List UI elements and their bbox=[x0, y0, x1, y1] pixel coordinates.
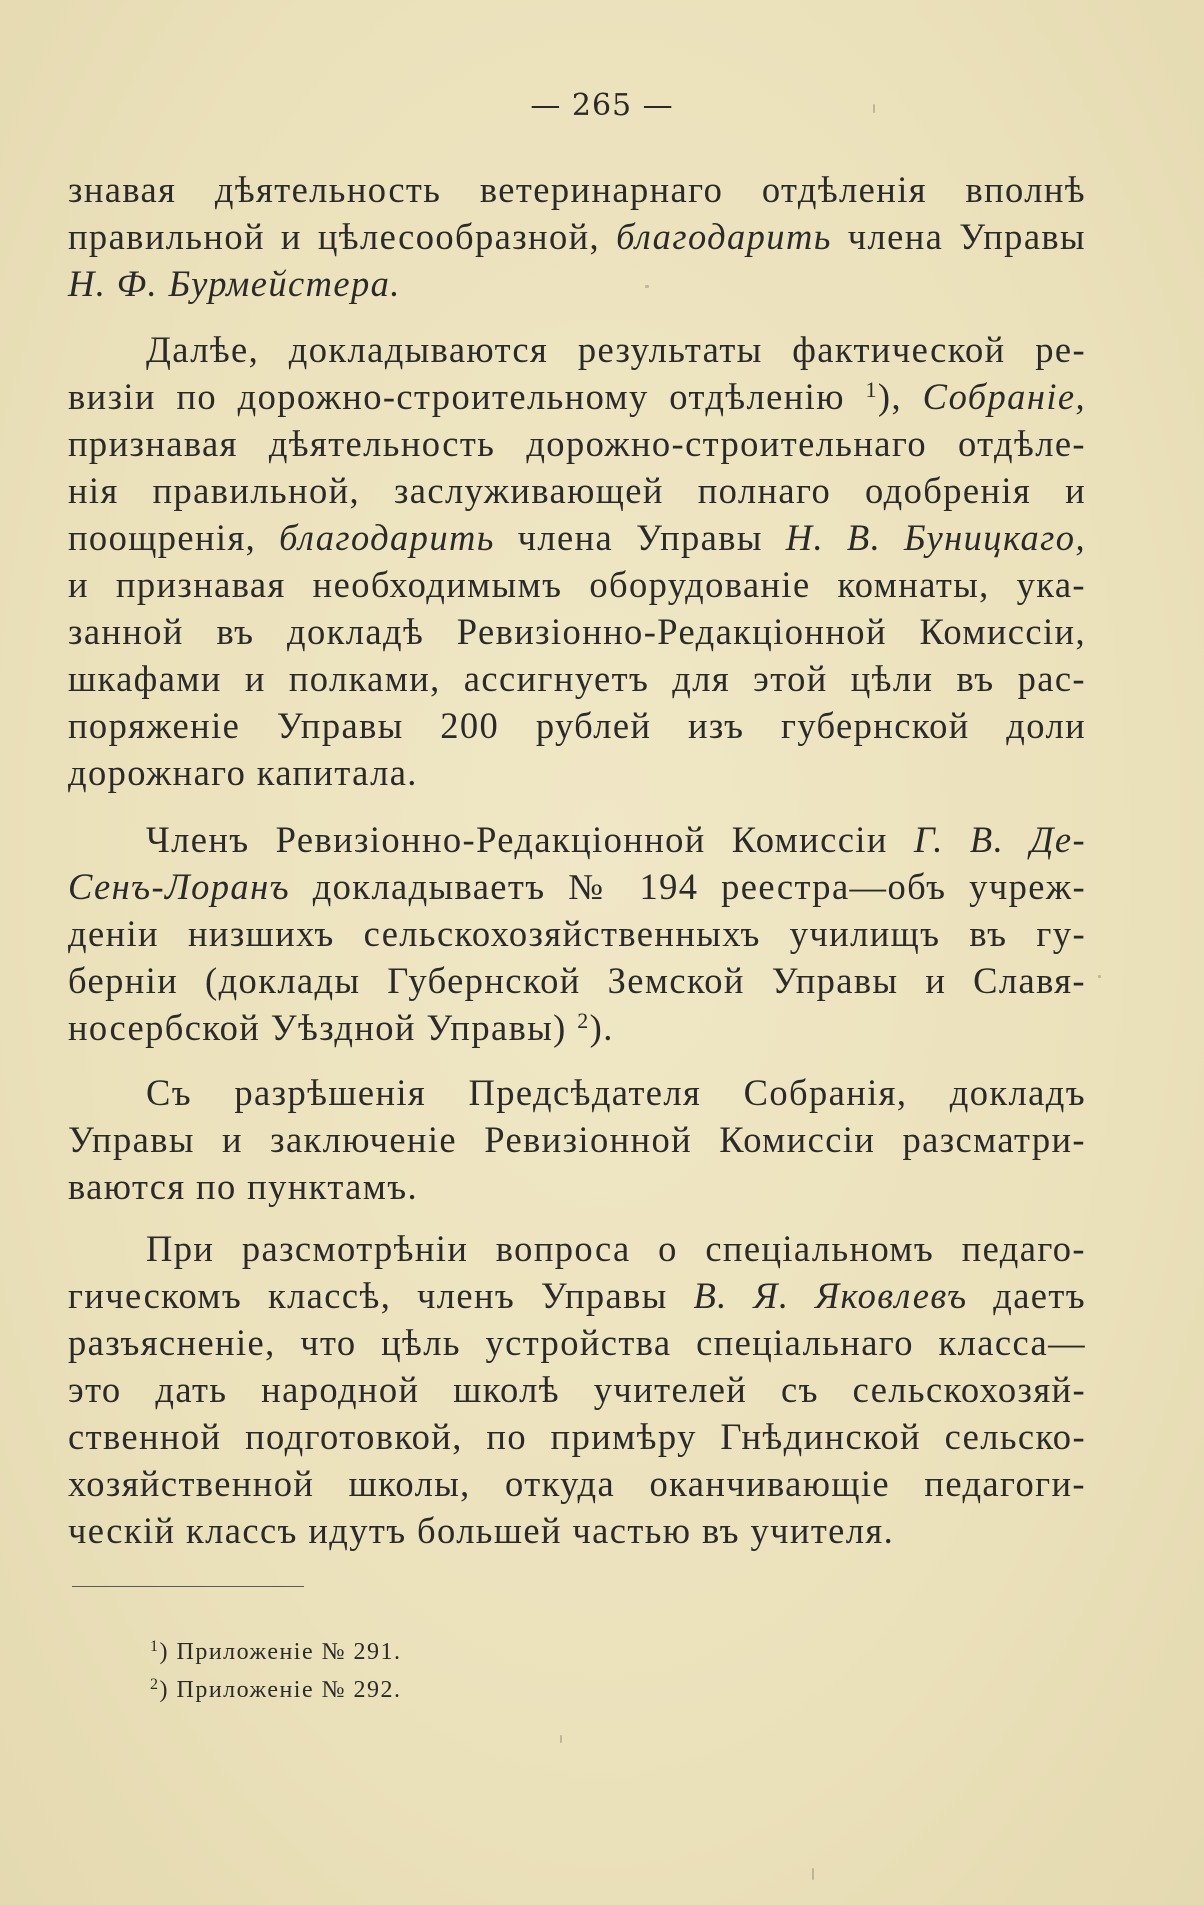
text-line: Управы и заключеніе Ревизіонной Комиссіи разсматри- bbox=[68, 1119, 1086, 1160]
text-line: берніи (доклады Губернской Земской Управы и Славя- bbox=[68, 960, 1086, 1001]
text-line: Членъ Ревизіонно-Редакціонной Комиссіи Г. В. Де- bbox=[146, 819, 1087, 860]
text-line: ственной подготовкой, по примѣру Гнѣдинской сельско- bbox=[68, 1416, 1086, 1457]
footnote-2: $^2$) Приложеніе № 292. bbox=[150, 1676, 402, 1703]
print-speck bbox=[560, 1735, 562, 1743]
text-line: разъясненіе, что цѣль устройства спеціальнаго класса— bbox=[68, 1322, 1086, 1363]
text-line: ческій классъ идутъ большей частью въ учителя. bbox=[68, 1510, 895, 1551]
paragraph-4 bbox=[68, 1069, 1086, 1210]
paragraph-3 bbox=[68, 816, 1086, 1051]
italic-phrase: благодарить bbox=[616, 216, 832, 257]
footnote-ref: 2 bbox=[577, 1008, 590, 1033]
text-line: носербской Уѣздной Управы) $^2$). bbox=[68, 1007, 614, 1048]
text-line: знавая дѣятельность ветеринарнаго отдѣленія вполнѣ bbox=[68, 169, 1086, 210]
footnote-mark: 2 bbox=[150, 1676, 160, 1693]
print-speck bbox=[873, 104, 875, 113]
footnotes bbox=[150, 1633, 402, 1709]
italic-name: В. Я. Яковлевъ bbox=[693, 1275, 968, 1316]
text-line: Н. Ф. Бурмейстера. bbox=[68, 263, 401, 304]
text-line: Далѣе, докладываются результаты фактической ре- bbox=[146, 329, 1086, 370]
text-line: шкафами и полками, ассигнуетъ для этой цѣли въ рас- bbox=[68, 658, 1086, 699]
footnote-1: $^1$) Приложеніе № 291. bbox=[150, 1638, 402, 1665]
text-line: визіи по дорожно-строительному отдѣленію $^1$), Собраніе, bbox=[68, 376, 1086, 417]
footnote-ref: 1 bbox=[865, 377, 878, 402]
print-speck bbox=[645, 285, 649, 288]
text-line: хозяйственной школы, откуда оканчивающіе педагоги- bbox=[68, 1463, 1086, 1504]
text-line: деніи низшихъ сельскохозяйственныхъ училищъ въ гу- bbox=[68, 913, 1086, 954]
print-speck bbox=[1098, 975, 1101, 978]
text-line: ваются по пунктамъ. bbox=[68, 1166, 419, 1207]
text-line: дорожнаго капитала. bbox=[68, 752, 418, 793]
text-line: это дать народной школѣ учителей съ сельскохозяй- bbox=[68, 1369, 1086, 1410]
italic-name: Сенъ-Лоранъ bbox=[68, 866, 290, 907]
text-line: гическомъ классѣ, членъ Управы В. Я. Яковлевъ даетъ bbox=[68, 1275, 1087, 1316]
text-line: занной въ докладѣ Ревизіонно-Редакціонной Комиссіи, bbox=[68, 611, 1086, 652]
italic-name: Г. В. Де- bbox=[913, 819, 1087, 860]
footnote-mark: 1 bbox=[150, 1638, 160, 1655]
page-number: — 265 — bbox=[530, 88, 674, 123]
italic-phrase: благодарить bbox=[279, 517, 495, 558]
text-line: признавая дѣятельность дорожно-строительнаго отдѣле- bbox=[68, 423, 1086, 464]
text-line: и признавая необходимымъ оборудованіе комнаты, ука- bbox=[68, 564, 1086, 605]
text-line: нія правильной, заслуживающей полнаго одобренія и bbox=[68, 470, 1086, 511]
text-line: Съ разрѣшенія Предсѣдателя Собранія, докладъ bbox=[146, 1072, 1086, 1113]
paragraph-5 bbox=[68, 1225, 1086, 1554]
paragraph-2 bbox=[68, 326, 1086, 796]
text-line: При разсмотрѣніи вопроса о спеціальномъ педаго- bbox=[146, 1228, 1086, 1269]
text-line: Сенъ-Лоранъ докладываетъ № 194 реестра—объ учреж- bbox=[68, 866, 1086, 907]
text-line: правильной и цѣлесообразной, благодарить члена Управы bbox=[68, 216, 1086, 257]
italic-phrase: Собраніе, bbox=[922, 376, 1086, 417]
print-speck bbox=[812, 1868, 814, 1880]
text-line: поряженіе Управы 200 рублей изъ губернской доли bbox=[68, 705, 1086, 746]
footnote-divider bbox=[72, 1586, 304, 1587]
text-line: поощренія, благодарить члена Управы Н. В. Буницкаго, bbox=[68, 517, 1086, 558]
paragraph-1 bbox=[68, 166, 1086, 307]
italic-name: Н. В. Буницкаго, bbox=[785, 517, 1086, 558]
